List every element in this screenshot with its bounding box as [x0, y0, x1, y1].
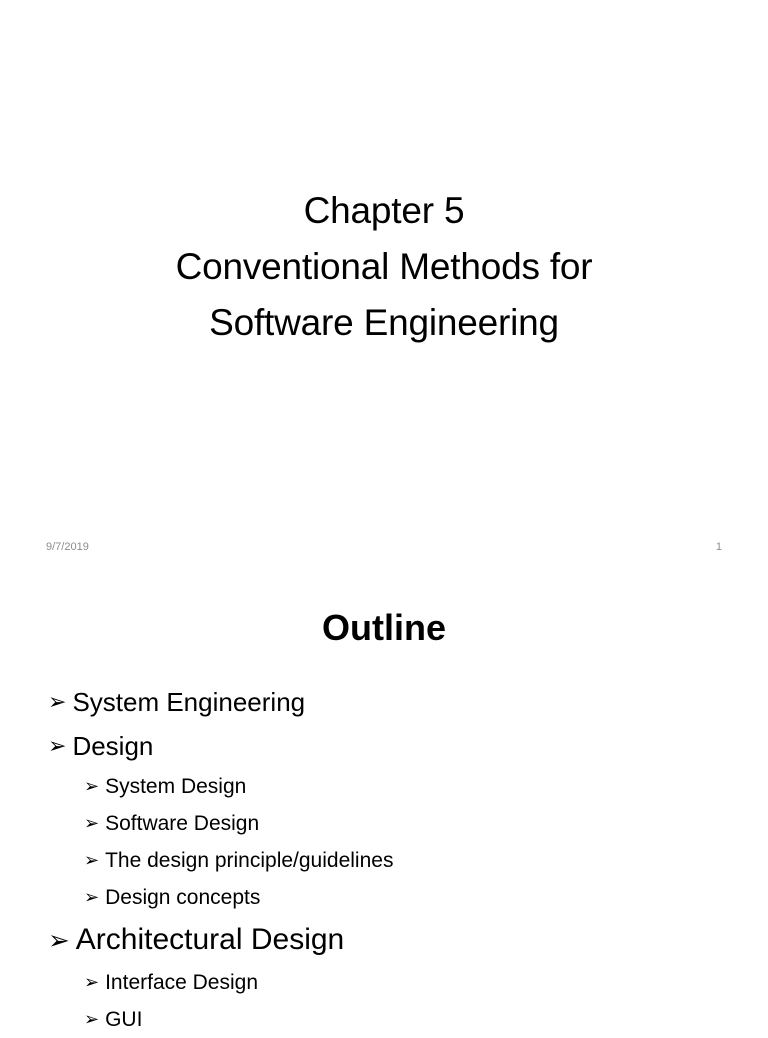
list-item-label: Software Design [105, 811, 260, 835]
arrow-bullet-icon: ➢ [84, 850, 100, 870]
arrow-bullet-icon: ➢ [84, 887, 100, 907]
outline-list [48, 680, 748, 1038]
sub-list-item [48, 1001, 748, 1038]
list-item-label: Interface Design [105, 970, 259, 994]
sub-list-item [48, 805, 748, 842]
outline-title: Outline [322, 607, 446, 648]
slide-number: 1 [715, 541, 722, 553]
outline-slide [0, 568, 768, 1031]
arrow-bullet-icon: ➢ [84, 813, 100, 833]
list-item [48, 916, 748, 964]
arrow-bullet-icon: ➢ [84, 776, 100, 796]
list-item [48, 724, 748, 768]
title-line-3: Software Engineering [209, 302, 559, 343]
slide-title [0, 183, 768, 351]
sub-list-item [48, 768, 748, 805]
sub-list-item [48, 879, 748, 916]
title-line-2: Conventional Methods for [175, 246, 593, 287]
title-line-1: Chapter 5 [303, 190, 465, 231]
list-item-label: The design principle/guidelines [105, 848, 394, 872]
arrow-bullet-icon: ➢ [48, 689, 67, 714]
arrow-bullet-icon: ➢ [84, 972, 100, 992]
list-item-label: Design concepts [105, 885, 261, 909]
slide-date: 9/7/2019 [46, 541, 89, 553]
list-item-label: Architectural Design [75, 923, 345, 956]
sub-list-item [48, 964, 748, 1001]
arrow-bullet-icon: ➢ [84, 1009, 100, 1029]
list-item [48, 680, 748, 724]
arrow-bullet-icon: ➢ [48, 924, 70, 955]
list-item-label: GUI [105, 1007, 143, 1031]
list-item-label: Design [72, 730, 154, 761]
list-item-label: System Design [105, 774, 247, 798]
arrow-bullet-icon: ➢ [48, 733, 67, 758]
list-item-label: System Engineering [72, 686, 306, 717]
sub-list-item [48, 842, 748, 879]
